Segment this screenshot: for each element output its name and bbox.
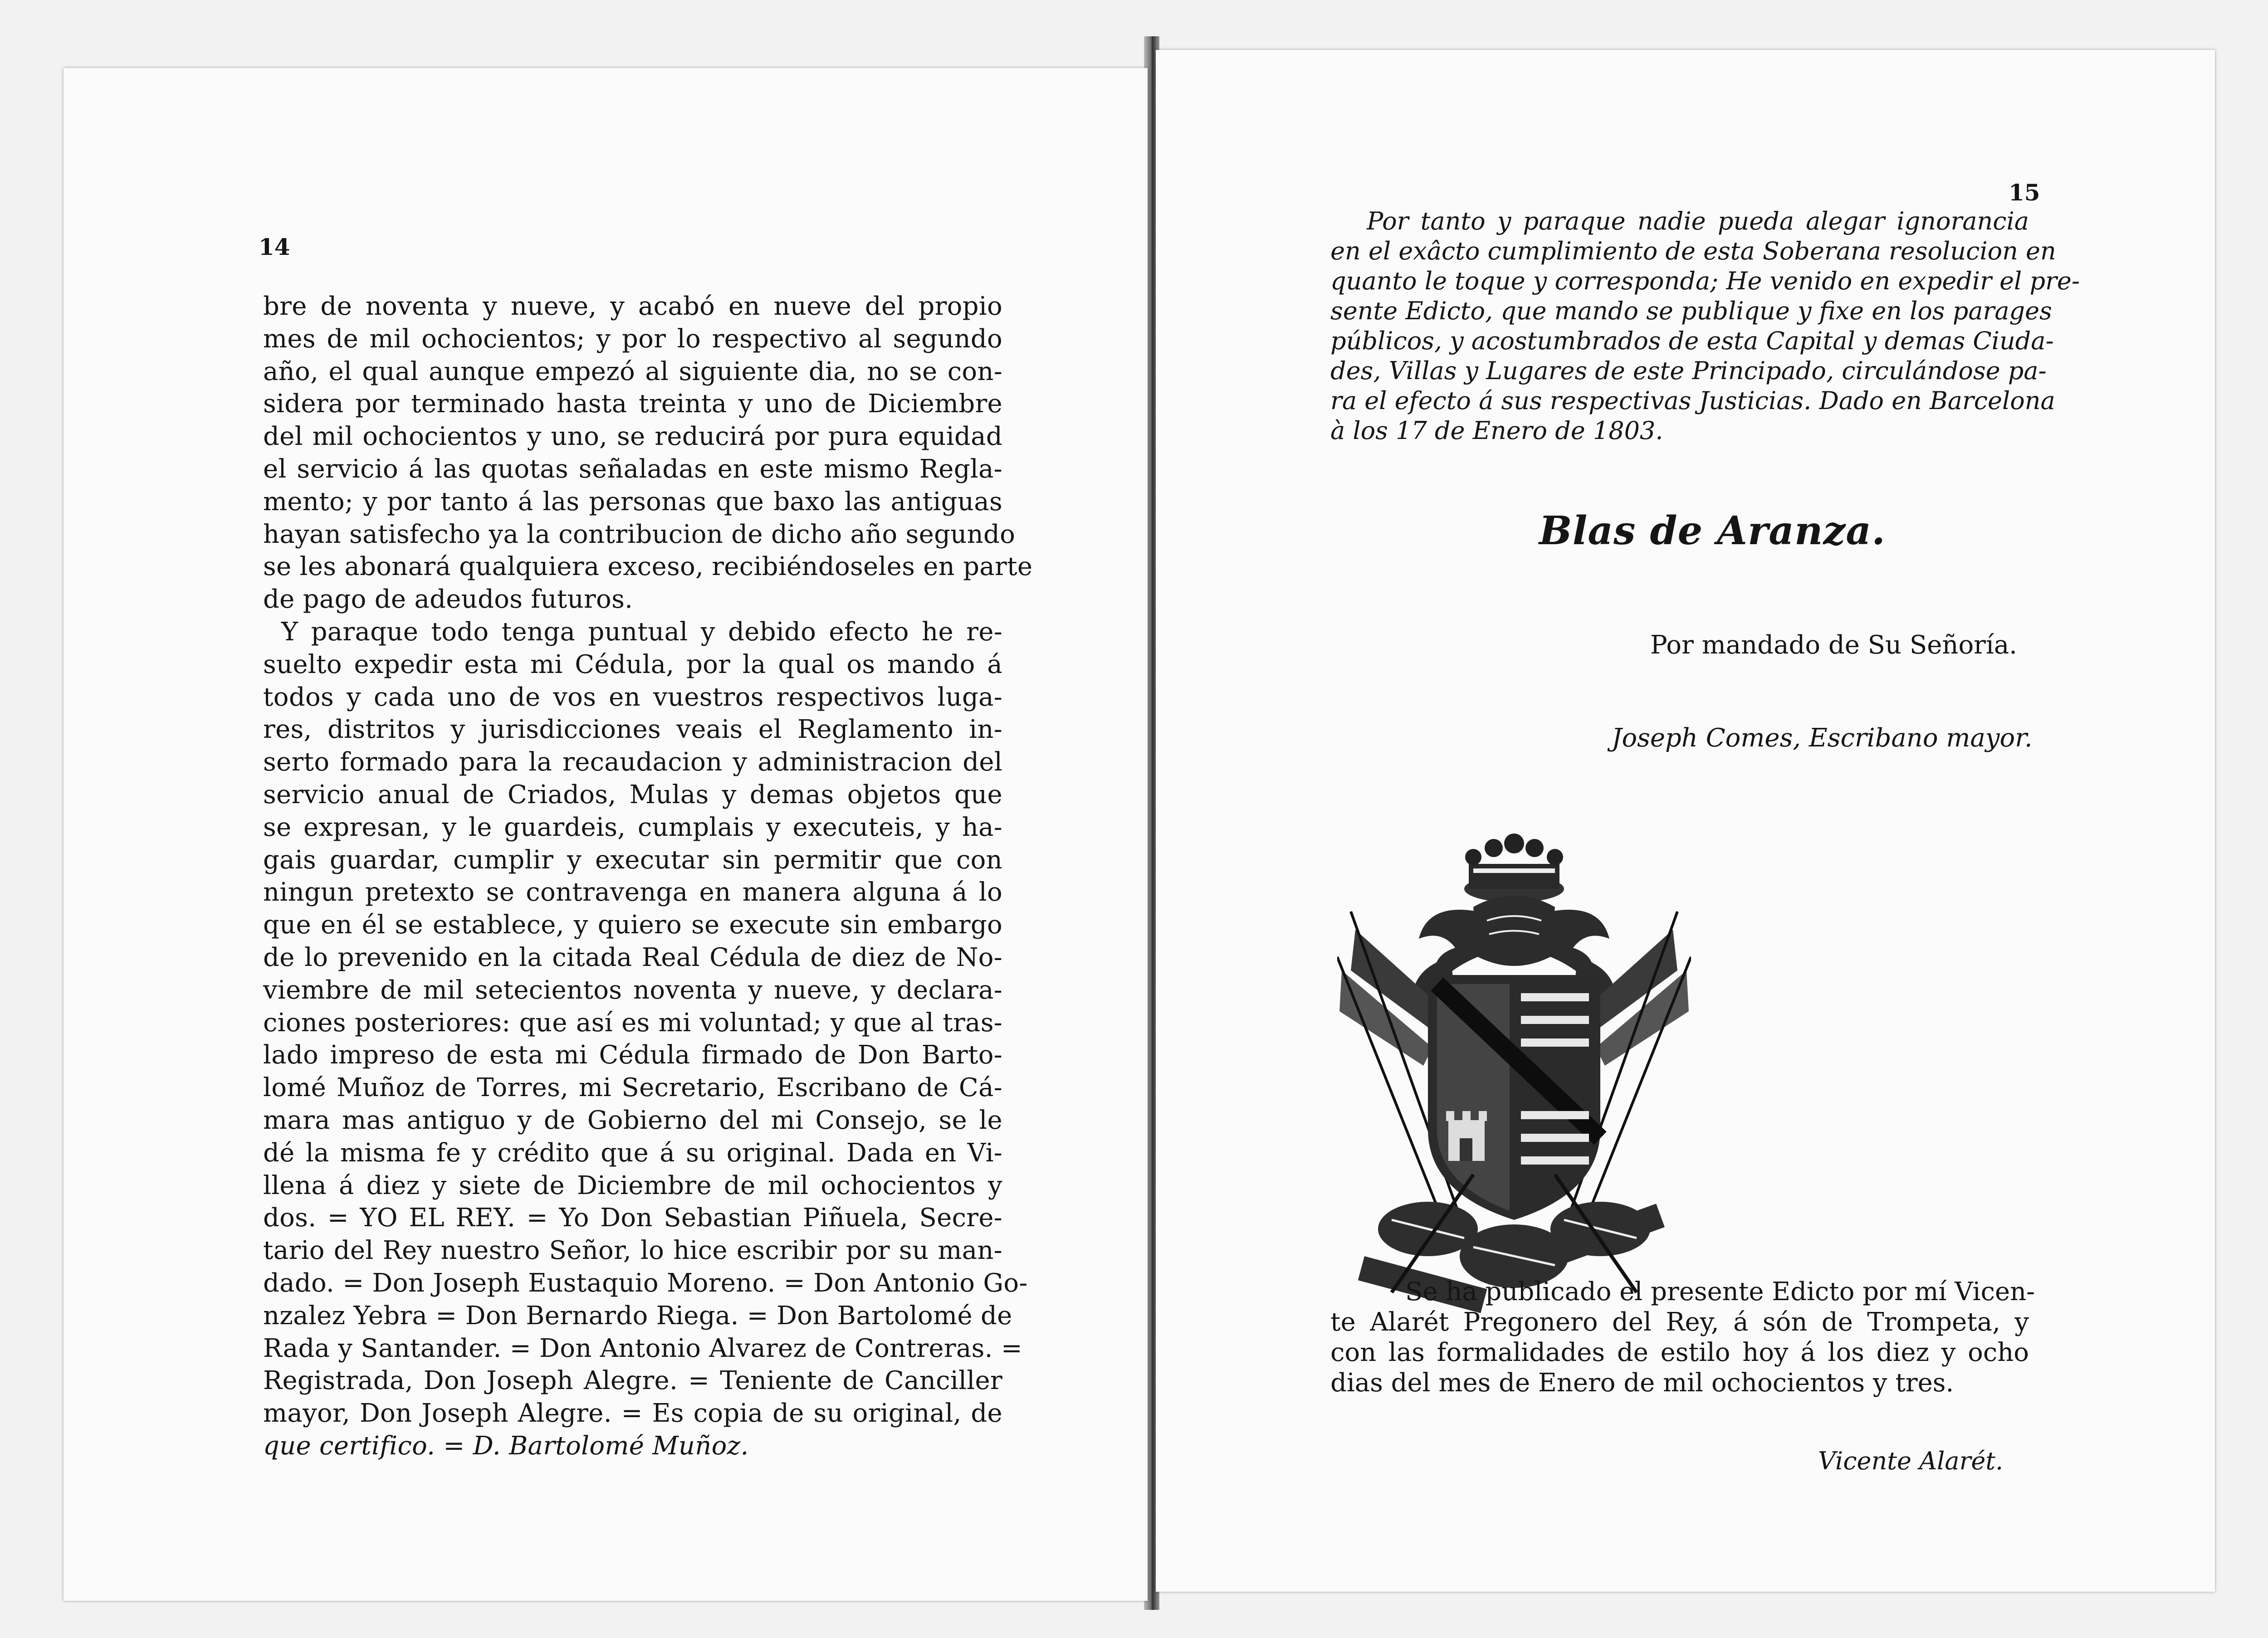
page-number-left: 14 xyxy=(259,234,290,260)
page-number-right: 15 xyxy=(2009,179,2040,206)
coat-of-arms-emblem xyxy=(1337,821,1691,1315)
body-line: dado. = Don Joseph Eustaquio Moreno. = Don Antonio Go- xyxy=(263,1268,1028,1298)
edict-line: des, Villas y Lugares de este Principado, circulándose pa- xyxy=(1330,356,2047,385)
right-page xyxy=(1156,50,2215,1592)
body-line: viembre de mil setecientos noventa y nueve, y declara- xyxy=(263,975,1002,1005)
scribe-line: Joseph Comes, Escribano mayor. xyxy=(1612,723,2033,753)
body-line: gais guardar, cumplir y executar sin permitir que con xyxy=(263,845,1002,875)
body-line: de lo prevenido en la citada Real Cédula de diez de No- xyxy=(263,942,1002,972)
body-line: lomé Muñoz de Torres, mi Secretario, Escribano de Cá- xyxy=(263,1073,1002,1103)
body-line: tario del Rey nuestro Señor, lo hice escribir por su man- xyxy=(263,1236,1002,1266)
publication-line: con las formalidades de estilo hoy á los diez y ocho xyxy=(1330,1338,2029,1367)
body-line: todos y cada uno de vos en vuestros respectivos luga- xyxy=(263,682,1002,712)
body-line: el servicio á las quotas señaladas en este mismo Regla- xyxy=(263,454,1002,484)
body-line: mayor, Don Joseph Alegre. = Es copia de su original, de xyxy=(263,1399,1002,1428)
crier-signature: Vicente Alarét. xyxy=(1818,1447,2004,1475)
body-line: dos. = YO EL REY. = Yo Don Sebastian Piñuela, Secre- xyxy=(263,1203,1002,1233)
body-line: Rada y Santander. = Don Antonio Alvarez de Contreras. = xyxy=(263,1333,1023,1363)
body-line: mes de mil ochocientos; y por lo respectivo al segundo xyxy=(263,324,1002,354)
body-line: ciones posteriores: que así es mi voluntad; y que al tras- xyxy=(263,1008,1002,1038)
body-line: se les abonará qualquiera exceso, recibiéndoseles en parte xyxy=(263,552,1033,582)
body-line: llena á diez y siete de Diciembre de mil ochocientos y xyxy=(263,1170,1002,1200)
signature-blas-de-aranza: Blas de Aranza. xyxy=(1539,508,1886,554)
publication-line: te Alarét Pregonero del Rey, á són de Trompeta, y xyxy=(1330,1307,2029,1337)
body-line: Y paraque todo tenga puntual y debido efecto he re- xyxy=(281,617,1002,647)
body-line: ningun pretexto se contravenga en manera alguna á lo xyxy=(263,878,1002,907)
edict-line: Por tanto y paraque nadie pueda alegar ignorancia xyxy=(1367,207,2029,235)
body-line: nzalez Yebra = Don Bernardo Riega. = Don Bartolomé de xyxy=(263,1301,1012,1331)
body-line: res, distritos y jurisdicciones veais el Reglamento in- xyxy=(263,715,1002,745)
edict-line: à los 17 de Enero de 1803. xyxy=(1330,416,1663,445)
body-line: hayan satisfecho ya la contribucion de dicho año segundo xyxy=(263,519,1016,549)
left-page xyxy=(64,68,1148,1601)
left-page-body xyxy=(263,290,1033,1462)
edict-line: públicos, y acostumbrados de esta Capital y demas Ciuda- xyxy=(1330,327,2054,355)
body-line: servicio anual de Criados, Mulas y demas objetos que xyxy=(263,780,1002,809)
edict-paragraph xyxy=(1330,206,2080,446)
body-line: dé la misma fe y crédito que á su original. Dada en Vi- xyxy=(263,1138,1002,1168)
by-order-line: Por mandado de Su Señoría. xyxy=(1650,630,2018,660)
body-line: Registrada, Don Joseph Alegre. = Teniente de Canciller xyxy=(263,1366,1002,1396)
publication-line: dias del mes de Enero de mil ochocientos y tres. xyxy=(1330,1368,1954,1398)
body-line: mara mas antiguo y de Gobierno del mi Consejo, se le xyxy=(263,1105,1002,1135)
body-line: bre de noventa y nueve, y acabó en nueve del propio xyxy=(263,292,1002,321)
body-line: de pago de adeudos futuros. xyxy=(263,585,633,614)
body-line: que certifico. = D. Bartolomé Muñoz. xyxy=(263,1431,749,1461)
body-line: que en él se establece, y quiero se execute sin embargo xyxy=(263,910,1002,940)
body-line: se expresan, y le guardeis, cumplais y executeis, y ha- xyxy=(263,812,1002,842)
body-line: mento; y por tanto á las personas que baxo las antiguas xyxy=(263,487,1002,517)
edict-line: en el exâcto cumplimiento de esta Soberana resolucion en xyxy=(1330,237,2056,265)
body-line: suelto expedir esta mi Cédula, por la qual os mando á xyxy=(263,649,1002,679)
edict-line: ra el efecto á sus respectivas Justicias. Dado en Barcelona xyxy=(1330,386,2055,415)
publication-line: Se ha publicado el presente Edicto por mí Vicen- xyxy=(1405,1277,2035,1306)
body-line: lado impreso de esta mi Cédula firmado de Don Barto- xyxy=(263,1040,1002,1070)
body-line: del mil ochocientos y uno, se reducirá por pura equidad xyxy=(263,422,1002,452)
body-line: sidera por terminado hasta treinta y uno de Diciembre xyxy=(263,389,1002,419)
publication-paragraph xyxy=(1330,1277,2035,1398)
body-line: serto formado para la recaudacion y administracion del xyxy=(263,747,1002,777)
edict-line: sente Edicto, que mando se publique y fixe en los parages xyxy=(1330,297,2052,325)
edict-line: quanto le toque y corresponda; He venido en expedir el pre- xyxy=(1330,267,2080,295)
body-line: año, el qual aunque empezó al siguiente dia, no se con- xyxy=(263,356,1002,386)
